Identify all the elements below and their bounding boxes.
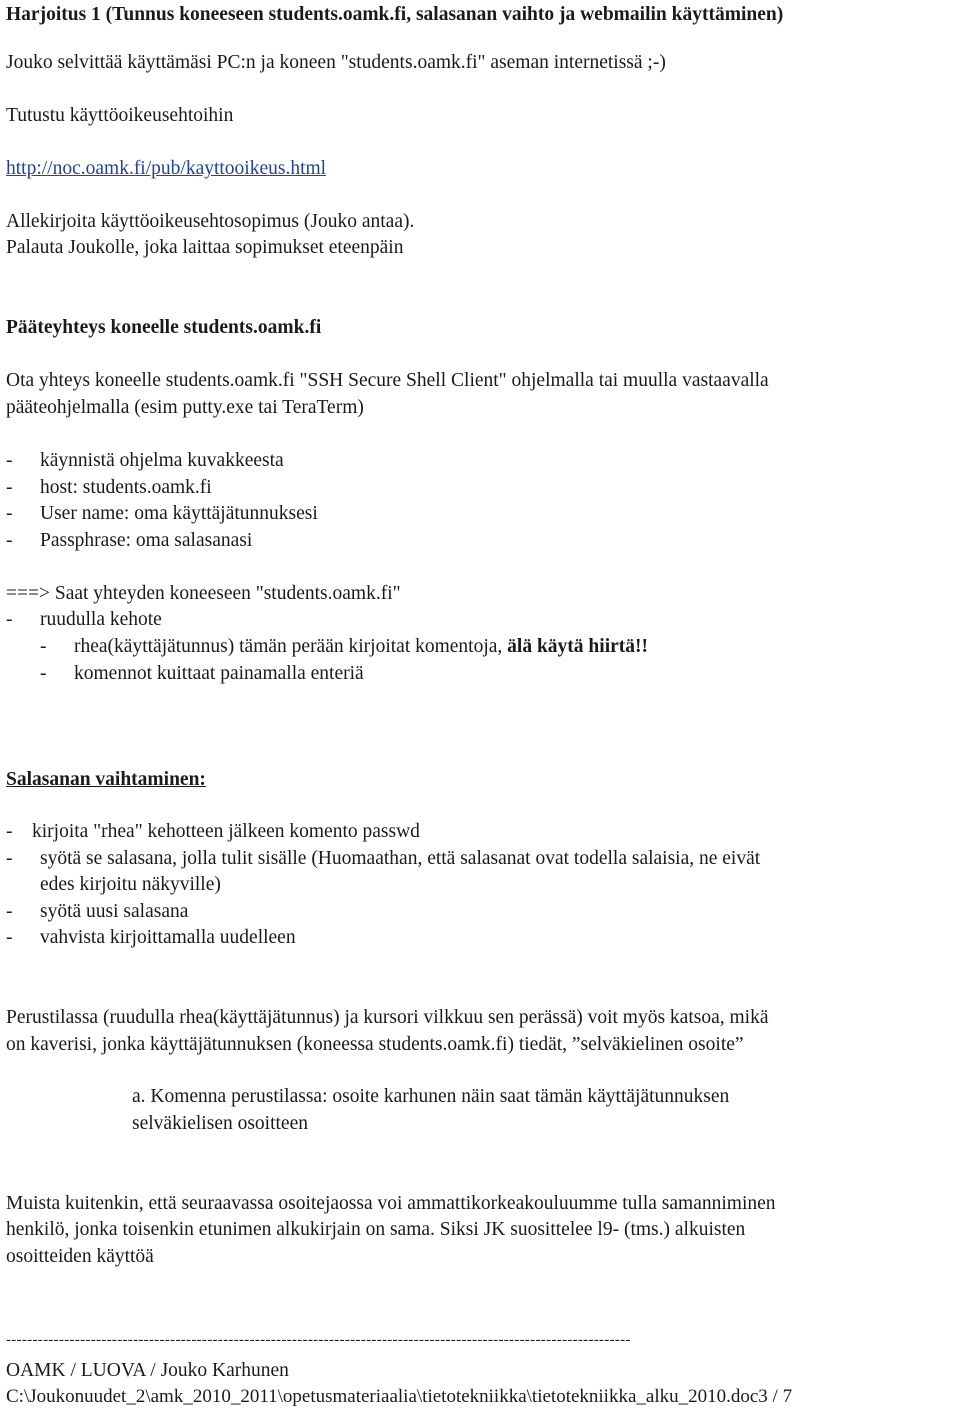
bullet-dash: - [40, 636, 47, 657]
bullet-dash: - [6, 450, 13, 471]
footer-path: C:\Joukonuudet_2\amk_2010_2011\opetusmateriaalia\tietotekniikka\tietotekniikka_alku_2010.doc3 / 7 [6, 1386, 793, 1407]
bullet-dash: - [6, 477, 13, 498]
list-item: - syötä se salasana, jolla tulit sisälle (Huomaathan, että salasanat ovat todella salaisia, ne eivät [6, 848, 761, 869]
password-heading: Salasanan vaihtaminen: [6, 769, 206, 790]
footer-rule: ---------------------------------------------------------------------------------------------------------------------- [6, 1332, 631, 1348]
list-item: - vahvista kirjoittamalla uudelleen [6, 927, 296, 948]
terminal-para-2: pääteohjelmalla (esim putty.exe tai TeraTerm) [6, 397, 364, 418]
terminal-para-1: Ota yhteys koneelle students.oamk.fi "SSH Secure Shell Client" ohjelmalla tai muulla vastaavalla [6, 370, 769, 391]
list-item: - käynnistä ohjelma kuvakkeesta [6, 450, 284, 471]
list-item: - host: students.oamk.fi [6, 477, 212, 498]
sub-list-item: - rhea(käyttäjätunnus) tämän perään kirjoitat komentoja, älä käytä hiirtä!! [40, 636, 648, 657]
footer-org: OAMK / LUOVA / Jouko Karhunen [6, 1360, 289, 1381]
list-item: - ruudulla kehote [6, 609, 162, 630]
bullet-dash: - [6, 530, 13, 551]
list-item: - User name: oma käyttäjätunnuksesi [6, 503, 318, 524]
basic-state-line-2: on kaverisi, jonka käyttäjätunnuksen (koneessa students.oamk.fi) tiedät, ”selväkielinen osoite” [6, 1034, 744, 1055]
bullet-dash: - [6, 901, 13, 922]
bullet-dash: - [6, 848, 13, 869]
connection-result: ===> Saat yhteyden koneeseen "students.oamk.fi" [6, 583, 401, 604]
mouse-warning: älä käytä hiirtä!! [507, 636, 648, 657]
terminal-heading: Pääteyhteys koneelle students.oamk.fi [6, 317, 322, 338]
document-title: Harjoitus 1 (Tunnus koneeseen students.oamk.fi, salasanan vaihto ja webmailin käyttäminen) [6, 4, 784, 25]
bullet-dash: - [6, 821, 13, 842]
basic-state-line-1: Perustilassa (ruudulla rhea(käyttäjätunnus) ja kursori vilkkuu sen perässä) voit myös katsoa, mikä [6, 1007, 769, 1028]
list-item: - syötä uusi salasana [6, 901, 189, 922]
bullet-dash: - [6, 927, 13, 948]
step-a-line-2: selväkielisen osoitteen [132, 1113, 308, 1134]
intro-line-2: Tutustu käyttöoikeusehtoihin [6, 105, 234, 126]
reminder-line-2: henkilö, jonka toisenkin etunimen alkukirjain on sama. Siksi JK suosittelee l9- (tms.) alkuisten [6, 1219, 746, 1240]
sub-list-item: - komennot kuittaat painamalla enteriä [40, 663, 364, 684]
bullet-dash: - [6, 503, 13, 524]
bullet-dash: - [40, 663, 47, 684]
terms-link[interactable]: http://noc.oamk.fi/pub/kayttooikeus.html [6, 158, 327, 179]
bullet-dash: - [6, 609, 13, 630]
intro-line-4: Palauta Joukolle, joka laittaa sopimukset eteenpäin [6, 237, 404, 258]
list-item-continuation: edes kirjoitu näkyville) [40, 874, 221, 895]
step-a-line-1: a. Komenna perustilassa: osoite karhunen näin saat tämän käyttäjätunnuksen [132, 1086, 730, 1107]
list-item: - kirjoita "rhea" kehotteen jälkeen komento passwd [6, 821, 420, 842]
intro-line-3: Allekirjoita käyttöoikeusehtosopimus (Jouko antaa). [6, 211, 415, 232]
list-item: - Passphrase: oma salasanasi [6, 530, 253, 551]
intro-line-1: Jouko selvittää käyttämäsi PC:n ja koneen "students.oamk.fi" aseman internetissä ;-) [6, 52, 666, 73]
reminder-line-1: Muista kuitenkin, että seuraavassa osoitejaossa voi ammattikorkeakouluumme tulla samanniminen [6, 1193, 776, 1214]
reminder-line-3: osoitteiden käyttöä [6, 1246, 154, 1267]
